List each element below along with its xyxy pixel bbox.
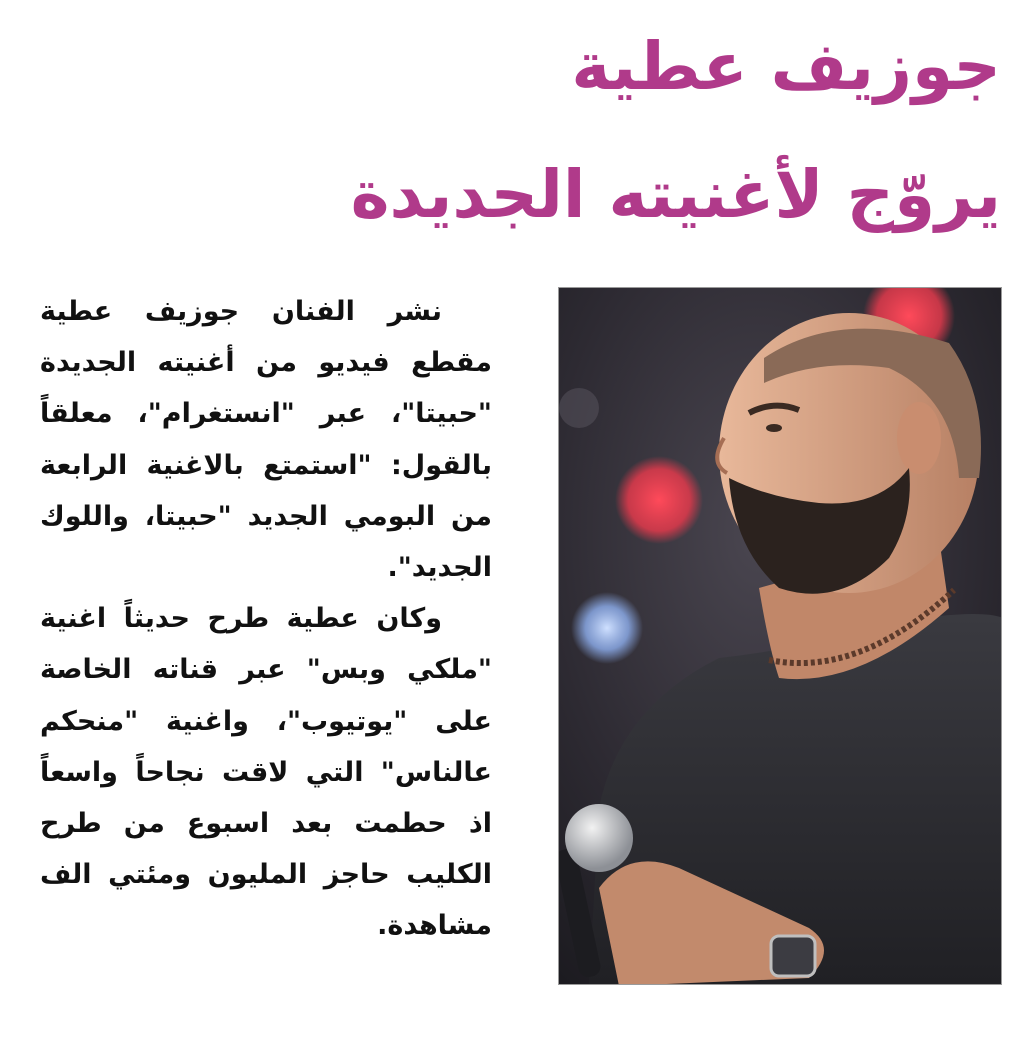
article-body [40,286,492,952]
headline-line-1: جوزيف عطية [571,28,1001,105]
article-paragraph-2: وكان عطية طرح حديثاً اغنية "ملكي وبس" عبر قناته الخاصة على "يوتيوب"، واغنية "منحكم عالناس" التي لاقت نجاحاً واسعاً اذ حطمت بعد اسبوع من طرح الكليب حاجز المليون ومئتي الف مشاهدة. [40,603,492,942]
article-paragraph-1: نشر الفنان جوزيف عطية مقطع فيديو من أغنيته الجديدة "حبيتا"، عبر "انستغرام"، معلقاً بالقول: "استمتع بالاغنية الرابعة من البومي الجديد "حبيتا، واللوك الجديد". [40,296,492,584]
headline-line-2: يروّج لأغنيته الجديدة [350,156,1001,233]
singer-photo [558,287,1002,985]
